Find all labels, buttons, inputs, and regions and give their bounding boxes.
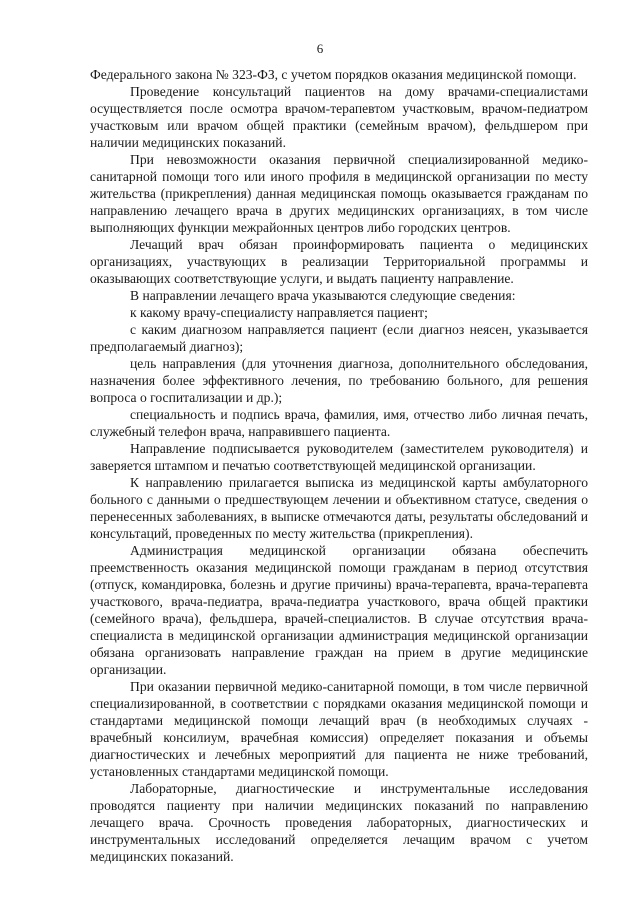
paragraph: Администрация медицинской организации обязана обеспечить преемственность оказания медицинской помощи гражданам в период отсутствия (отпуск, командировка, болезнь и другие причины) врача-терапевта, врача-терапевта участкового, врача-педиатра, врача-педиатра участкового, врача общей практики (семейного врача), фельдшера, врачей-специалистов. В случае отсутствия врача-специалиста в медицинской организации администрация медицинской организации обязана организовать направление граждан на прием в другие медицинские организации. [90, 543, 588, 677]
paragraph: Проведение консультаций пациентов на дому врачами-специалистами осуществляется после осмотра врачом-терапевтом участковым, врачом-педиатром участковым или врачом общей практики (семейным врачом), фельдшером при наличии медицинских показаний. [90, 84, 588, 150]
document-body [90, 66, 588, 865]
paragraph: Лечащий врач обязан проинформировать пациента о медицинских организациях, участвующих в реализации Территориальной программы и оказывающих соответствующие услуги, и выдать пациенту направление. [90, 237, 588, 286]
paragraph: Направление подписывается руководителем (заместителем руководителя) и заверяется штампом и печатью соответствующей медицинской организации. [90, 441, 588, 473]
paragraph: Федерального закона № 323-ФЗ, с учетом порядков оказания медицинской помощи. [90, 67, 577, 82]
paragraph: с каким диагнозом направляется пациент (если диагноз неясен, указывается предполагаемый диагноз); [90, 322, 588, 354]
paragraph: цель направления (для уточнения диагноза, дополнительного обследования, назначения более эффективного лечения, по требованию больного, для решения вопроса о госпитализации и др.); [90, 356, 588, 405]
paragraph: к какому врачу-специалисту направляется пациент; [130, 305, 428, 320]
paragraph: При оказании первичной медико-санитарной помощи, в том числе первичной специализированной, в соответствии с порядками оказания медицинской помощи и стандартами медицинской помощи лечащий врач (в необходимых случаях - врачебный консилиум, врачебная комиссия) определяет показания и объемы диагностических и лечебных мероприятий для пациента не ниже требований, установленных стандартами медицинской помощи. [90, 679, 588, 779]
paragraph: Лабораторные, диагностические и инструментальные исследования проводятся пациенту при наличии медицинских показаний по направлению лечащего врача. Срочность проведения лабораторных, диагностических и инструментальных исследований определяется лечащим врачом с учетом медицинских показаний. [90, 781, 588, 864]
paragraph: В направлении лечащего врача указываются следующие сведения: [130, 288, 516, 303]
page-number: 6 [316, 41, 324, 56]
paragraph: специальность и подпись врача, фамилия, имя, отчество либо личная печать, служебный телефон врача, направившего пациента. [90, 407, 588, 439]
paragraph: При невозможности оказания первичной специализированной медико-санитарной помощи того или иного профиля в медицинской организации по месту жительства (прикрепления) данная медицинская помощь оказывается гражданам по направлению лечащего врача в других медицинских организациях, в том числе выполняющих функции межрайонных центров либо городских центров. [90, 152, 588, 235]
paragraph: К направлению прилагается выписка из медицинской карты амбулаторного больного с данными о предшествующем лечении и объективном статусе, сведения о перенесенных заболеваниях, в выписке отмечаются даты, результаты обследований и консультаций, проведенных по месту жительства (прикрепления). [90, 475, 588, 541]
